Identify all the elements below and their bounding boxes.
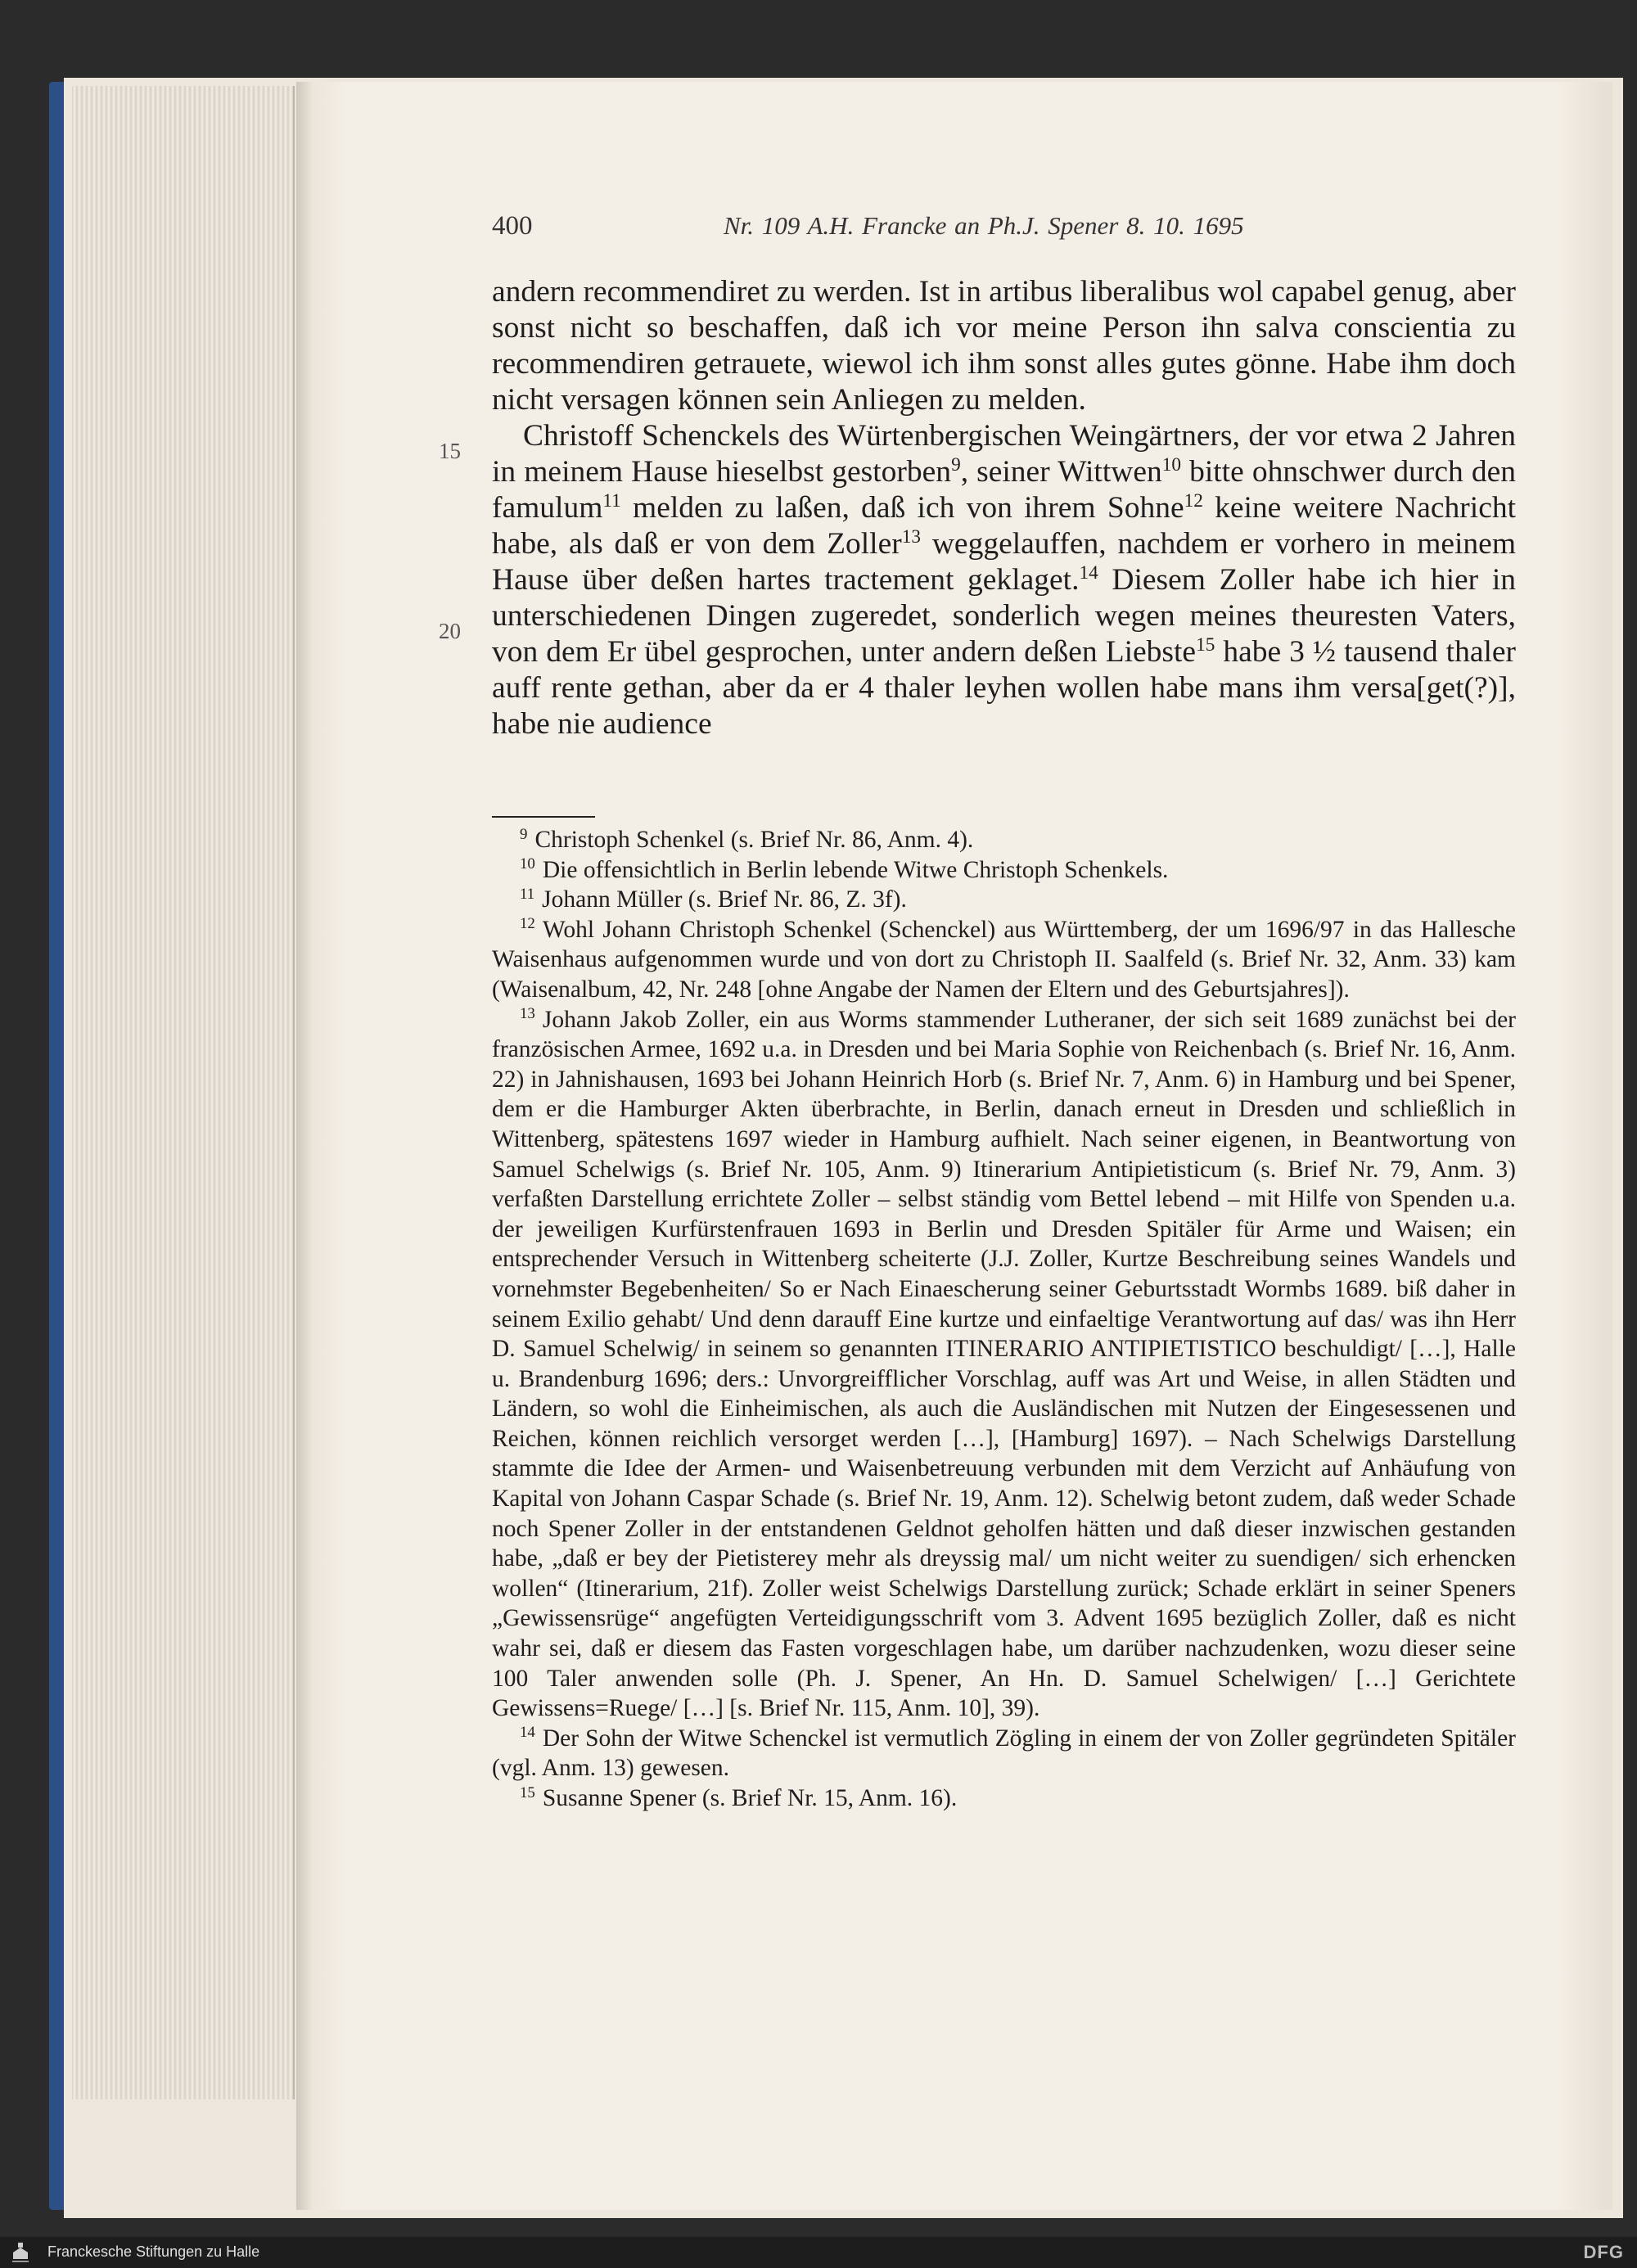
footnote-14: $^{14}$ Der Sohn der Witwe Schenckel ist vermutlich Zögling in einem der von Zoller gegründeten Spitäler (vgl. Anm. 13) gewesen.	[492, 1724, 1516, 1782]
line-number-20: 20	[439, 619, 461, 643]
viewer-footer	[0, 2237, 1637, 2268]
footnote-ref-12[interactable]: 12	[1184, 490, 1203, 512]
page-edges	[72, 86, 295, 2099]
footnote-15: $^{15}$ Susanne Spener (s. Brief Nr. 15, Anm. 16).	[520, 1783, 958, 1811]
footnote-13: $^{13}$ Johann Jakob Zoller, ein aus Worms stammender Lutheraner, der sich seit 1689 zunächst bei der französischen Armee, 1692 u.a. in Dresden und bei Maria Sophie von Reichenbach (s. Brief Nr. 16, Anm. 22) in Jahnishausen, 1693 bei Johann Heinrich Horb (s. Brief Nr. 7, Anm. 6) in Hamburg und bei Spener, dem er die Hamburger Akten überbrachte, in Berlin, danach erneut in Dresden und schließlich in Wittenberg, spätestens 1697 wieder in Hamburg aufhielt. Nach seiner eigenen, in Beantwortung von Samuel Schelwigs (s. Brief Nr. 105, Anm. 9) Itinerarium Antipietisticum (s. Brief Nr. 79, Anm. 3) verfaßten Darstellung errichtete Zoller – selbst ständig vom Bettel lebend – mit Hilfe von Spenden u.a. der jeweiligen Kurfürstenfrauen 1693 in Berlin und Dresden Spitäler für Arme und Waisen; ein entsprechender Versuch in Wittenberg scheiterte (J.J. Zoller, Kurtze Beschreibung seines Wandels und vornehmster Begebenheiten/ So er Nach Einaescherung seiner Geburtsstadt Wormbs 1689. biß daher in seinem Exilio gehabt/ Und denn darauff Eine kurtze und einfaeltige Verantwortung auf das/ was ihn Herr D. Samuel Schelwig/ in seinem so genannten ITINERARIO ANTIPIETISTICO beschuldigt/ […], Halle u. Brandenburg 1696; ders.: Unvorgreifflicher Vorschlag, auff was Art und Weise, in allen Städten und Ländern, so wohl die Einheimischen, als auch die Ausländischen mit Nutzen der Eingesessenen und Reichen, können reichlich versorget werden […], [Hamburg] 1697). – Nach Schelwigs Darstellung stammte die Idee der Armen- und Waisenbetreuung verbunden mit dem Verzicht auf Anhäufung von Kapital von Johann Caspar Schade (s. Brief Nr. 19, Anm. 12). Schelwig betont zudem, daß weder Schade noch Spener Zoller in der entstandenen Geldnot geholfen hätten und daß dieser inzwischen gestanden habe, „daß er bey der Pietisterey mehr als dreyssig mal/ um nicht weiter zu suendigen/ sich erhencken wollen“ (Itinerarium, 21f). Zoller weist Schelwigs Darstellung zurück; Schade erklärt in seiner Speners „Gewissensrüge“ angefügten Verteidigungsschrift vom 3. Advent 1695 bezüglich Zoller, daß es nicht wahr sei, daß er diesem das Fasten vorgeschlagen habe, um darüber nachzudenken, wozu dieser seine 100 Taler anwenden solle (Ph. J. Spener, An Hn. D. Samuel Schelwigen/ […] Gerichtete Gewissens=Ruege/ […] [s. Brief Nr. 115, Anm. 10], 39).	[492, 1005, 1516, 1722]
footnote-rule	[492, 816, 595, 818]
page-header	[492, 211, 1286, 247]
dfg-logo[interactable]: DFG	[1583, 2242, 1624, 2262]
running-title: Nr. 109 A.H. Francke an Ph.J. Spener 8. 10. 1695	[724, 211, 1244, 240]
footnote-11: $^{11}$ Johann Müller (s. Brief Nr. 86, Z. 3f).	[520, 885, 907, 913]
footnote-ref-15[interactable]: 15	[1196, 634, 1215, 656]
page-number: 400	[492, 211, 533, 241]
main-text	[492, 274, 1516, 742]
footnote-ref-13[interactable]: 13	[901, 526, 921, 548]
footnote-12: $^{12}$ Wohl Johann Christoph Schenkel (Schenckel) aus Württemberg, der um 1696/97 in das Hallesche Waisenhaus aufgenommen wurde und von dort zu Christoph II. Saalfeld (s. Brief Nr. 32, Anm. 33) kam (Waisenalbum, 42, Nr. 248 [ohne Angabe der Namen der Eltern und des Geburtsjahres]).	[492, 915, 1516, 1003]
footnote-ref-11[interactable]: 11	[602, 490, 621, 512]
institution-name[interactable]: Franckesche Stiftungen zu Halle	[47, 2243, 260, 2260]
paragraph-1: andern recommendiret zu werden. Ist in artibus liberalibus wol capabel genug, aber sonst nicht so beschaffen, daß ich vor meine Person ihn salva conscientia zu recommendiren getrauete, wiewol ich ihm sonst alles gutes gönne. Habe ihm doch nicht versagen können sein Anliegen zu melden.	[492, 275, 1516, 417]
footnote-9: $^9$ Christoph Schenkel (s. Brief Nr. 86, Anm. 4).	[520, 825, 974, 853]
footnote-10: $^{10}$ Die offensichtlich in Berlin lebende Witwe Christoph Schenkels.	[520, 855, 1169, 883]
paragraph-2: Christoff Schenckels des Würtenbergischen Weingärtners, der vor etwa 2 Jahren in meinem Hause hieselbst gestorben$^9$, seiner Wittwen$^{10}$ bitte ohnschwer durch den famulum$^{11}$ melden zu laßen, daß ich von ihrem Sohne$^{12}$ keine weitere Nachricht habe, als daß er von dem Zoller$^{13}$ weggelauffen, nachdem er vorhero in meinem Hause über deßen hartes tractement geklaget.$^{14}$ Diesem Zoller habe ich hier in unterschiedenen Dingen zugeredet, sonderlich wegen meines theuresten Vaters, von dem Er übel gesprochen, unter andern deßen Liebste$^{15}$ habe 3 ½ tausend thaler auff rente gethan, aber da er 4 thaler leyhen wollen habe mans ihm versa[get(?)], habe nie audience	[492, 419, 1517, 741]
footnote-ref-14[interactable]: 14	[1079, 562, 1098, 584]
footnote-ref-9[interactable]: 9	[951, 454, 961, 476]
footnote-ref-10[interactable]: 10	[1161, 454, 1181, 476]
institution-logo-icon[interactable]	[10, 2241, 31, 2264]
line-number-15: 15	[439, 439, 461, 463]
footnotes	[492, 825, 1516, 1814]
